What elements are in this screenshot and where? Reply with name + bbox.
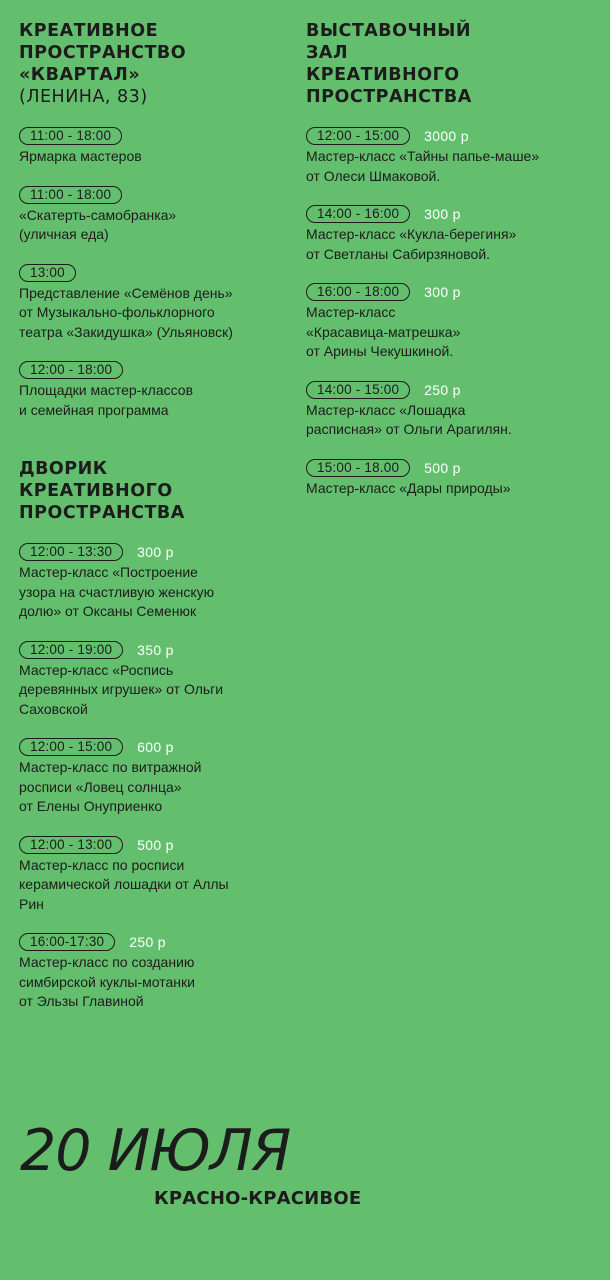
description-line: Мастер-класс «Кукла-берегиня»	[306, 226, 517, 242]
time-pill: 12:00 - 18:00	[19, 361, 123, 379]
time-pill: 16:00 - 18:00	[306, 283, 410, 301]
left-column	[19, 20, 289, 1030]
time-pill: 11:00 - 18:00	[19, 127, 122, 145]
event-time-row	[19, 185, 289, 205]
event-time-row	[306, 282, 596, 302]
price-label: 250 р	[129, 934, 166, 950]
event-description	[306, 225, 596, 264]
time-pill: 16:00-17:30	[19, 933, 115, 951]
event-description	[19, 381, 289, 420]
event-time-row	[19, 737, 289, 757]
event-item	[19, 126, 289, 167]
time-pill: 12:00 - 15:00	[19, 738, 123, 756]
description-line: Мастер-класс	[306, 304, 396, 320]
price-label: 350 р	[137, 641, 174, 658]
event-time-row	[19, 932, 289, 952]
description-line: от Елены Онуприенко	[19, 798, 163, 814]
time-pill: 14:00 - 16:00	[306, 205, 410, 223]
event-item	[306, 282, 596, 362]
event-description	[19, 661, 289, 720]
event-time-row	[19, 360, 289, 380]
description-line: от Олеси Шмаковой.	[306, 167, 441, 184]
time-pill: 15:00 - 18.00	[306, 459, 410, 477]
event-description	[306, 147, 596, 186]
time-pill: 13:00	[19, 264, 76, 282]
time-pill: 12:00 - 13:30	[19, 543, 123, 561]
description-line: симбирской куклы-мотанки	[19, 973, 195, 990]
price-label: 300 р	[424, 206, 461, 222]
section-heading-dvorik: ДВОРИК КРЕАТИВНОГО ПРОСТРАНСТВА	[19, 459, 185, 523]
description-line: расписная» от Ольги Арагилян.	[306, 421, 512, 437]
event-item	[19, 737, 289, 817]
description-line: Рин	[19, 895, 44, 912]
description-line: от Светланы Сабирзяновой.	[306, 245, 491, 262]
time-pill: 12:00 - 13:00	[19, 836, 123, 854]
event-item	[19, 542, 289, 622]
event-item	[19, 263, 289, 343]
address-subtitle: (ЛЕНИНА, 83)	[19, 87, 148, 107]
description-line: Площадки мастер-классов	[19, 382, 194, 398]
description-line: росписи «Ловец солнца»	[19, 778, 182, 795]
description-line: от Арины Чекушкиной.	[306, 343, 454, 359]
price-label: 500 р	[137, 836, 174, 853]
description-line: Мастер-класс по витражной	[19, 759, 202, 775]
description-line: от Музыкально-фольклорного	[19, 304, 215, 320]
event-time-row	[306, 204, 596, 224]
event-item	[19, 932, 289, 1012]
price-label: 500 р	[424, 459, 461, 476]
event-description	[19, 953, 289, 1012]
description-line: Мастер-класс «Дары природы»	[306, 479, 511, 496]
description-line: Мастер-класс «Роспись	[19, 661, 174, 678]
event-time-row	[19, 640, 289, 660]
event-description	[306, 479, 596, 499]
description-line: Представление «Семёнов день»	[19, 284, 233, 301]
event-description	[19, 284, 289, 343]
time-pill: 12:00 - 19:00	[19, 641, 123, 659]
event-time-row	[19, 126, 289, 146]
right-column	[306, 20, 596, 516]
event-list-vystavochny-zal	[306, 126, 596, 498]
event-time-row	[19, 835, 289, 855]
event-time-row	[306, 126, 596, 146]
price-label: 3000 р	[424, 128, 469, 144]
event-description	[19, 206, 289, 245]
event-description	[19, 856, 289, 915]
description-line: деревянных игрушек» от Ольги	[19, 681, 224, 697]
event-item	[306, 204, 596, 264]
event-time-row	[19, 263, 289, 283]
description-line: театра «Закидушка» (Ульяновск)	[19, 323, 233, 340]
description-line: «Скатерть-самобранка»	[19, 206, 177, 223]
price-label: 250 р	[424, 381, 461, 398]
event-time-row	[306, 458, 596, 478]
event-item	[19, 640, 289, 720]
section-heading-vystavochny-zal: ВЫСТАВОЧНЫЙ ЗАЛ КРЕАТИВНОГО ПРОСТРАНСТВА	[306, 21, 472, 107]
description-line: «Красавица-матрешка»	[306, 323, 461, 340]
description-line: Мастер-класс «Лошадка	[306, 401, 466, 418]
description-line: Мастер-класс «Построение	[19, 564, 198, 580]
price-label: 600 р	[137, 739, 174, 755]
description-line: Мастер-класс «Тайны папье-маше»	[306, 148, 540, 164]
price-label: 300 р	[424, 284, 461, 300]
event-list-kvartal	[19, 126, 289, 420]
time-pill: 12:00 - 15:00	[306, 127, 410, 145]
description-line: Мастер-класс по созданию	[19, 954, 195, 970]
event-item	[306, 126, 596, 186]
description-line: Ярмарка мастеров	[19, 148, 142, 164]
description-line: узора на счастливую женскую	[19, 583, 215, 600]
event-item	[19, 835, 289, 915]
description-line: Мастер-класс по росписи	[19, 856, 185, 873]
event-item	[306, 380, 596, 440]
event-time-row	[19, 542, 289, 562]
description-line: от Эльзы Главиной	[19, 993, 144, 1009]
event-date: 20 ИЮЛЯ	[20, 1118, 291, 1184]
description-line: керамической лошадки от Аллы	[19, 876, 229, 892]
event-item	[19, 360, 289, 420]
section-heading-kvartal: КРЕАТИВНОЕ ПРОСТРАНСТВО «КВАРТАЛ» (ЛЕНИНА, 83)	[19, 20, 289, 108]
event-place: КРАСНО-КРАСИВОЕ	[154, 1188, 362, 1209]
time-pill: 14:00 - 15:00	[306, 381, 410, 399]
description-line: и семейная программа	[19, 401, 169, 418]
event-item	[19, 185, 289, 245]
event-description	[19, 147, 289, 167]
event-description	[19, 563, 289, 622]
event-time-row	[306, 380, 596, 400]
price-label: 300 р	[137, 544, 174, 560]
time-pill: 11:00 - 18:00	[19, 186, 122, 204]
event-list-dvorik	[19, 542, 289, 1012]
description-line: (уличная еда)	[19, 226, 109, 242]
event-description	[19, 758, 289, 817]
description-line: долю» от Оксаны Семенюк	[19, 603, 197, 619]
event-description	[306, 401, 596, 440]
event-description	[306, 303, 596, 362]
description-line: Саховской	[19, 700, 88, 717]
event-item	[306, 458, 596, 499]
